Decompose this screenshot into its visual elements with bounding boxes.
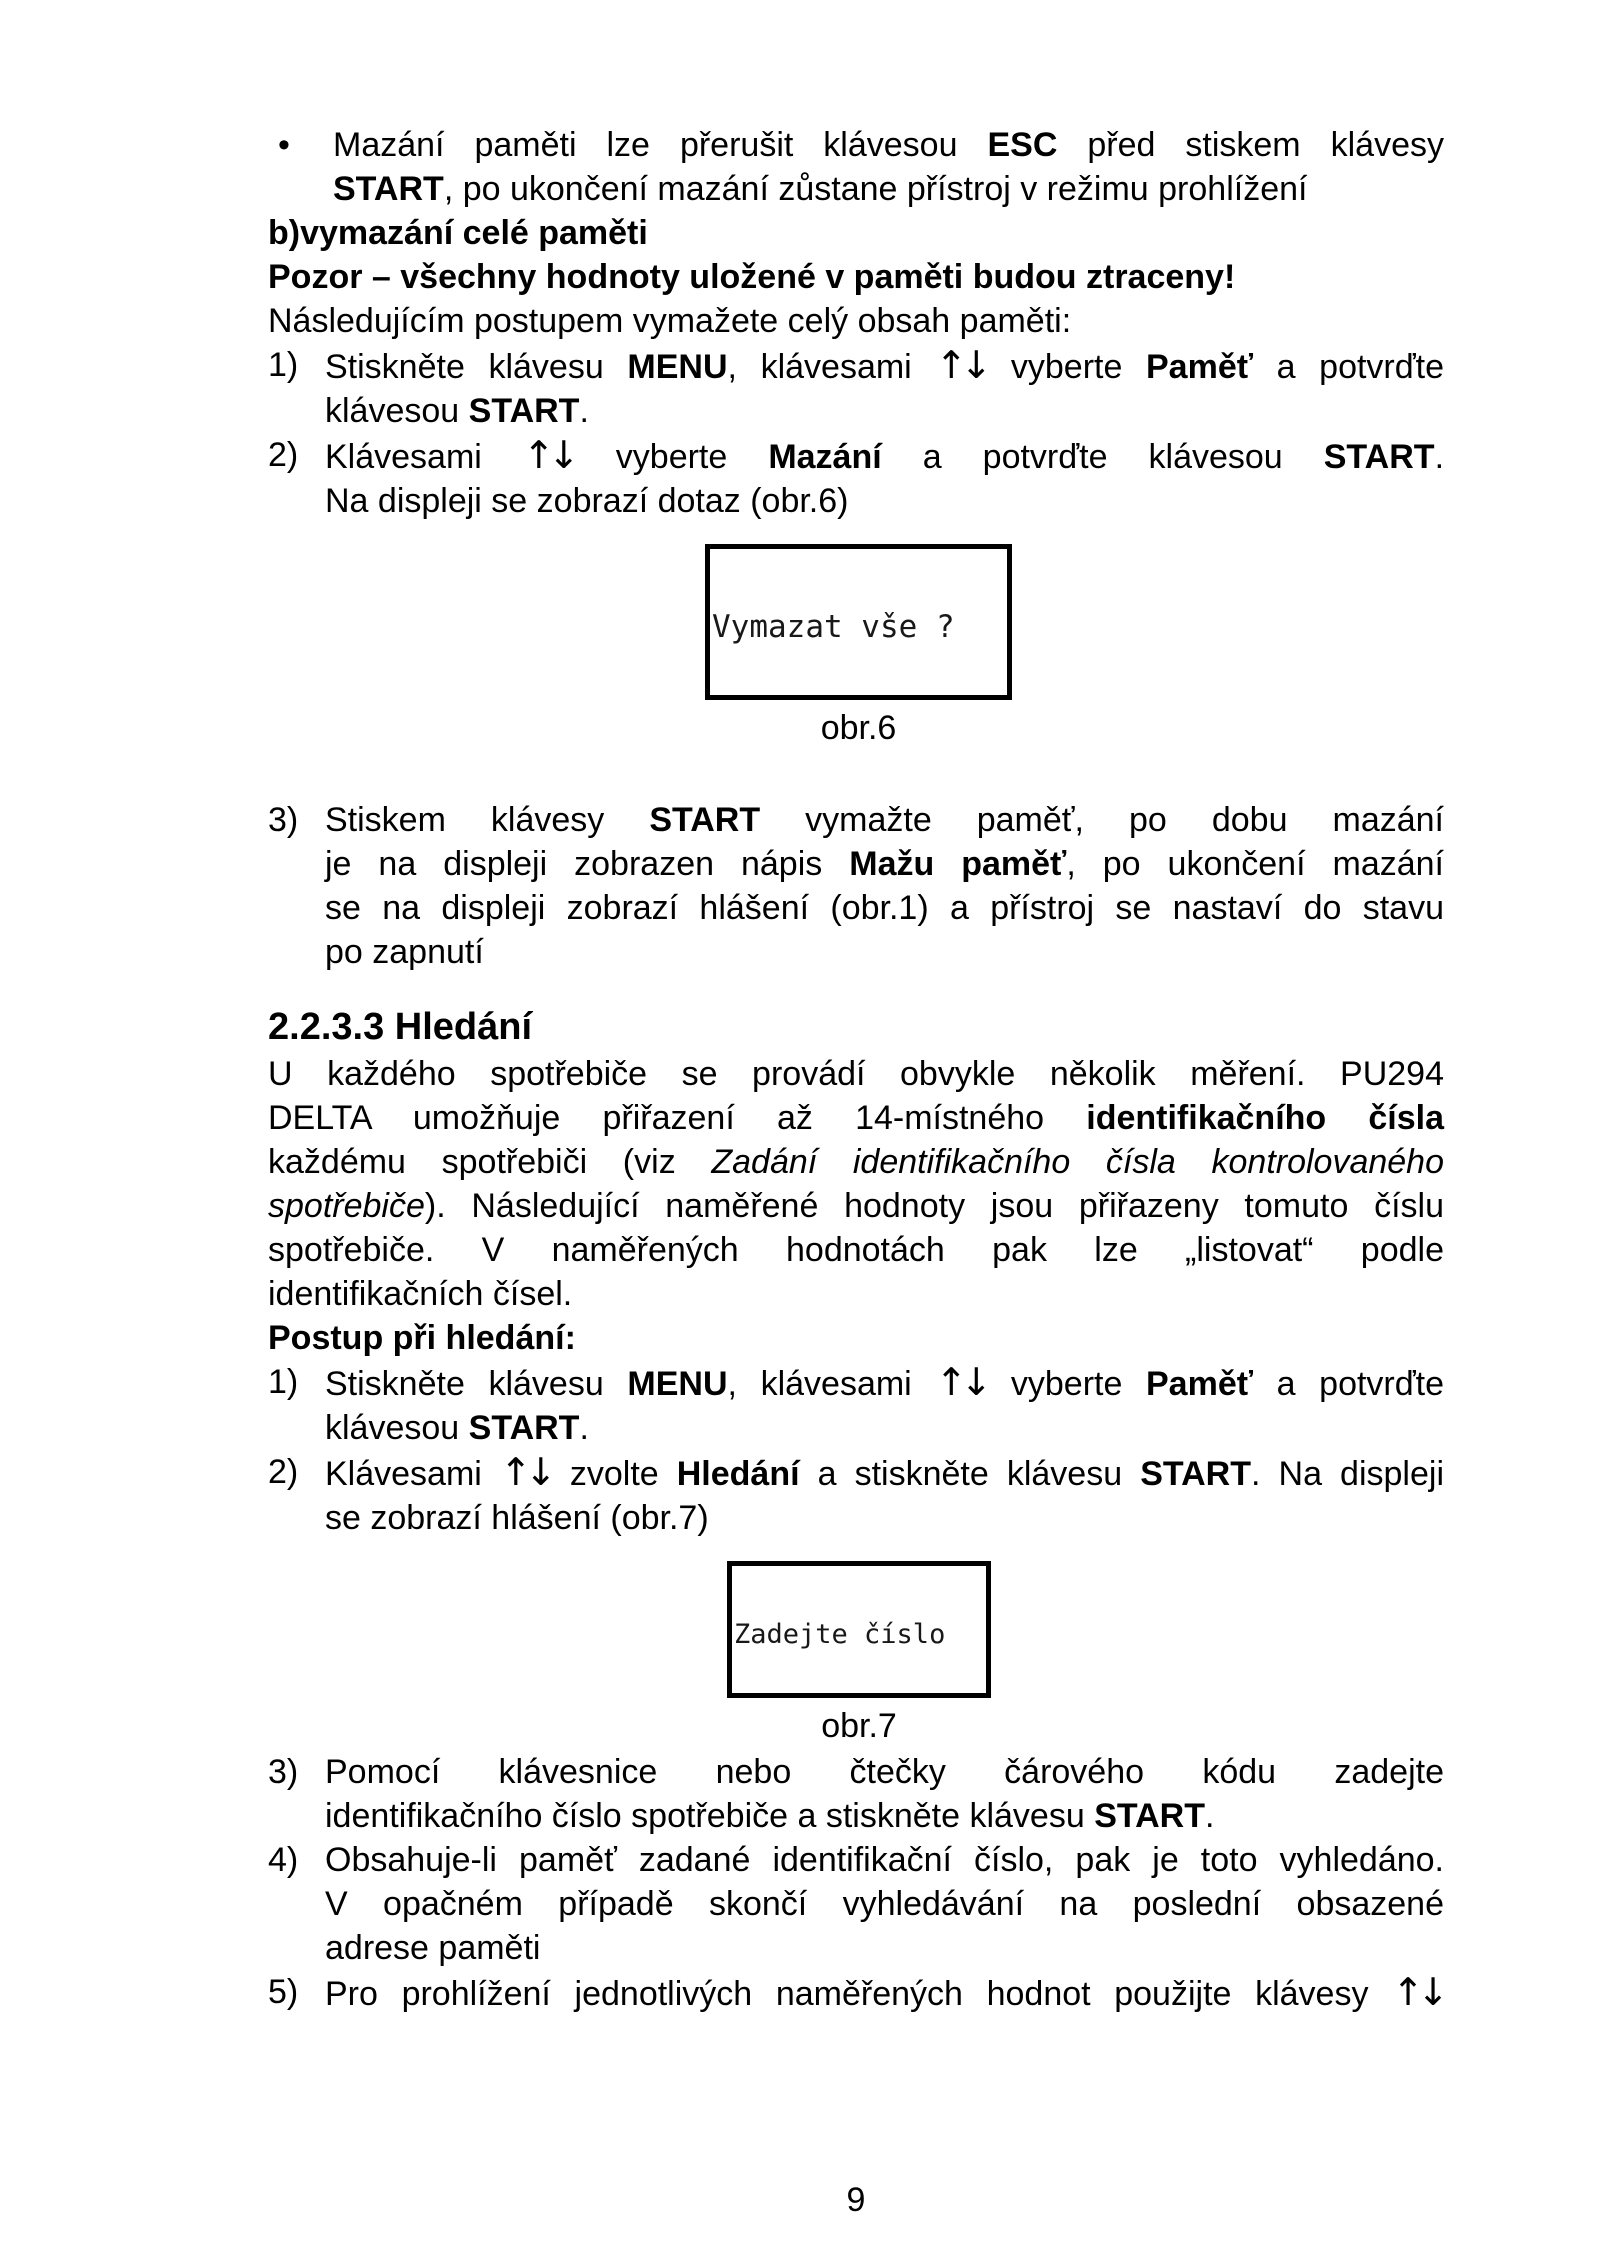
text-line — [325, 1750, 1444, 1794]
text-segment: , klávesami — [727, 1365, 936, 1403]
text-line — [325, 1838, 1444, 1882]
bullet-item — [268, 123, 1444, 211]
up-down-arrows-icon: ↑↓ — [522, 433, 573, 477]
text-segment: MENU — [627, 1365, 728, 1403]
text-line — [268, 211, 1444, 255]
numbered-item-a3 — [268, 798, 1444, 974]
item-text — [325, 798, 1444, 974]
text-line — [325, 1360, 1444, 1406]
text-segment: identifikačních čísel. — [268, 1275, 573, 1313]
item-number: 3) — [268, 801, 299, 839]
text-segment: vyberte — [987, 1365, 1146, 1403]
item-text — [325, 1838, 1444, 1970]
text-segment: Zadání identifikačního čísla kontrolovaného — [711, 1143, 1444, 1181]
bullet-item-text — [333, 123, 1444, 211]
item-number: 2) — [268, 436, 299, 474]
text-line — [325, 842, 1444, 886]
subheading-vymazani-cele-pameti — [268, 211, 1444, 255]
text-segment: Paměť — [1146, 348, 1254, 386]
text-segment: Stiskněte klávesu — [325, 1365, 628, 1403]
text-segment: identifikačního čísla — [1086, 1099, 1444, 1137]
text-segment: . — [579, 392, 589, 430]
section-heading-hledani: 2.2.3.3 Hledání — [268, 1006, 533, 1048]
text-line — [268, 299, 1444, 343]
text-segment: spotřebiče — [268, 1187, 425, 1225]
item-text — [325, 433, 1444, 523]
text-line — [325, 1926, 1444, 1970]
figure-7 — [268, 1561, 1444, 1748]
text-segment: , po ukončení mazání — [1066, 845, 1444, 883]
text-segment: a stiskněte klávesu — [799, 1455, 1141, 1493]
text-line — [325, 343, 1444, 389]
lcd-display-text: Zadejte číslo — [734, 1618, 946, 1650]
text-segment: , po ukončení mazání zůstane přístroj v režimu prohlížení — [443, 170, 1308, 208]
text-line — [333, 167, 1444, 211]
text-segment: adrese paměti — [325, 1929, 541, 1967]
text-segment: . — [1434, 438, 1445, 476]
text-segment: START — [1140, 1455, 1252, 1493]
numbered-item-b5 — [268, 1970, 1444, 2016]
lcd-display-frame — [727, 1561, 991, 1698]
text-line — [325, 389, 1444, 433]
warning-line — [268, 255, 1444, 299]
text-line — [325, 1450, 1444, 1496]
numbered-item-a2 — [268, 433, 1444, 523]
text-line — [325, 433, 1444, 479]
text-segment: START — [468, 392, 580, 430]
text-line — [325, 1794, 1444, 1838]
text-segment: U každého spotřebiče se provádí obvykle několik měření. PU294 — [268, 1055, 1444, 1093]
text-segment: vyberte — [987, 348, 1146, 386]
up-down-arrows-icon: ↑↓ — [1392, 1970, 1443, 2014]
text-line — [268, 1316, 1444, 1360]
search-paragraph — [268, 1052, 1444, 1316]
text-line — [325, 886, 1444, 930]
intro-line — [268, 299, 1444, 343]
text-segment: DELTA umožňuje přiřazení až 14-místného — [268, 1099, 1087, 1137]
text-segment: před stiskem klávesy — [1057, 126, 1444, 164]
item-number: 1) — [268, 1363, 299, 1401]
text-segment: , klávesami — [727, 348, 936, 386]
item-text — [325, 1970, 1444, 2016]
numbered-item-b1 — [268, 1360, 1444, 1450]
text-segment: Stiskem klávesy — [325, 801, 650, 839]
text-line — [268, 1140, 1444, 1184]
text-segment: V opačném případě skončí vyhledávání na poslední obsazené — [325, 1885, 1444, 1923]
text-line — [268, 255, 1444, 299]
text-segment: Na displeji se zobrazí dotaz (obr.6) — [325, 482, 849, 520]
text-segment: Postup při hledání: — [268, 1319, 576, 1357]
numbered-item-b2 — [268, 1450, 1444, 1540]
text-line — [268, 1184, 1444, 1228]
text-line — [325, 798, 1444, 842]
text-segment: Hledání — [676, 1455, 800, 1493]
text-segment: . — [579, 1409, 589, 1447]
text-segment: START — [333, 170, 444, 208]
numbered-item-b4 — [268, 1838, 1444, 1970]
item-number: 3) — [268, 1753, 299, 1791]
lcd-display-text: Vymazat vše ? — [712, 609, 955, 645]
text-segment: ). Následující naměřené hodnoty jsou přiřazeny tomuto číslu — [424, 1187, 1444, 1225]
text-segment: a potvrďte klávesou — [881, 438, 1324, 476]
lcd-display-frame — [705, 544, 1012, 700]
text-segment: Stiskněte klávesu — [325, 348, 628, 386]
text-segment: každému spotřebiči (viz — [268, 1143, 712, 1181]
text-segment: . — [1205, 1797, 1215, 1835]
numbered-item-b3 — [268, 1750, 1444, 1838]
text-segment: klávesou — [325, 1409, 469, 1447]
text-segment: b)vymazání celé paměti — [268, 214, 648, 252]
text-line — [268, 1096, 1444, 1140]
text-line — [268, 1272, 1444, 1316]
text-segment: je na displeji zobrazen nápis — [325, 845, 850, 883]
item-text — [325, 1360, 1444, 1450]
text-line — [325, 1970, 1444, 2016]
text-line — [325, 1406, 1444, 1450]
text-segment: spotřebiče. V naměřených hodnotách pak lze „listovat“ podle — [268, 1231, 1444, 1269]
figure-6-caption: obr.6 — [820, 709, 897, 747]
text-segment: Mazání paměti lze přerušit klávesou — [333, 126, 988, 164]
text-segment: . Na displeji — [1251, 1455, 1444, 1493]
text-segment: klávesou — [325, 392, 469, 430]
text-line — [325, 479, 1444, 523]
item-number: 4) — [268, 1841, 299, 1879]
text-segment: START — [1094, 1797, 1205, 1835]
text-line — [268, 1228, 1444, 1272]
text-segment: zvolte — [551, 1455, 677, 1493]
text-segment: Paměť — [1146, 1365, 1254, 1403]
text-line — [268, 1052, 1444, 1096]
text-segment: MENU — [627, 348, 728, 386]
text-line — [325, 930, 1444, 974]
item-number: 5) — [268, 1973, 299, 2011]
text-line — [325, 1496, 1444, 1540]
item-number: 2) — [268, 1453, 299, 1491]
item-text — [325, 343, 1444, 433]
text-segment: Mazání — [768, 438, 882, 476]
item-text — [325, 1750, 1444, 1838]
text-segment: se zobrazí hlášení (obr.7) — [325, 1499, 709, 1537]
text-segment: START — [1323, 438, 1435, 476]
item-text — [325, 1450, 1444, 1540]
text-segment: vyberte — [574, 438, 769, 476]
item-number: 1) — [268, 346, 299, 384]
text-segment: po zapnutí — [325, 933, 484, 971]
text-segment: Následujícím postupem vymažete celý obsah paměti: — [268, 302, 1072, 340]
text-segment: vymažte paměť, po dobu mazání — [760, 801, 1444, 839]
text-segment: Klávesami — [325, 1455, 500, 1493]
text-line — [333, 123, 1444, 167]
page-number: 9 — [846, 2181, 866, 2219]
figure-6 — [268, 544, 1444, 750]
text-segment: Obsahuje-li paměť zadané identifikační číslo, pak je toto vyhledáno. — [325, 1841, 1444, 1879]
up-down-arrows-icon: ↑↓ — [935, 343, 986, 387]
text-segment: Pomocí klávesnice nebo čtečky čárového kódu zadejte — [325, 1753, 1444, 1791]
up-down-arrows-icon: ↑↓ — [499, 1450, 550, 1494]
text-segment: a potvrďte — [1253, 348, 1445, 386]
text-segment: START — [468, 1409, 580, 1447]
numbered-item-a1 — [268, 343, 1444, 433]
up-down-arrows-icon: ↑↓ — [935, 1360, 986, 1404]
text-segment: Pro prohlížení jednotlivých naměřených hodnot použijte klávesy — [325, 1975, 1393, 2013]
text-segment: identifikačního číslo spotřebiče a stiskněte klávesu — [325, 1797, 1095, 1835]
text-segment: a potvrďte — [1253, 1365, 1445, 1403]
text-segment: se na displeji zobrazí hlášení (obr.1) a přístroj se nastaví do stavu — [325, 889, 1444, 927]
text-line — [325, 1882, 1444, 1926]
bullet-glyph: • — [278, 126, 290, 164]
postup-pri-hledani-label — [268, 1316, 1444, 1360]
text-segment: START — [649, 801, 761, 839]
page-content — [268, 123, 1444, 2016]
figure-7-caption: obr.7 — [821, 1707, 897, 1745]
text-segment: Pozor – všechny hodnoty uložené v paměti budou ztraceny! — [268, 258, 1236, 296]
text-segment: Mažu paměť — [849, 845, 1067, 883]
text-segment: Klávesami — [325, 438, 523, 476]
text-segment: ESC — [987, 126, 1058, 164]
